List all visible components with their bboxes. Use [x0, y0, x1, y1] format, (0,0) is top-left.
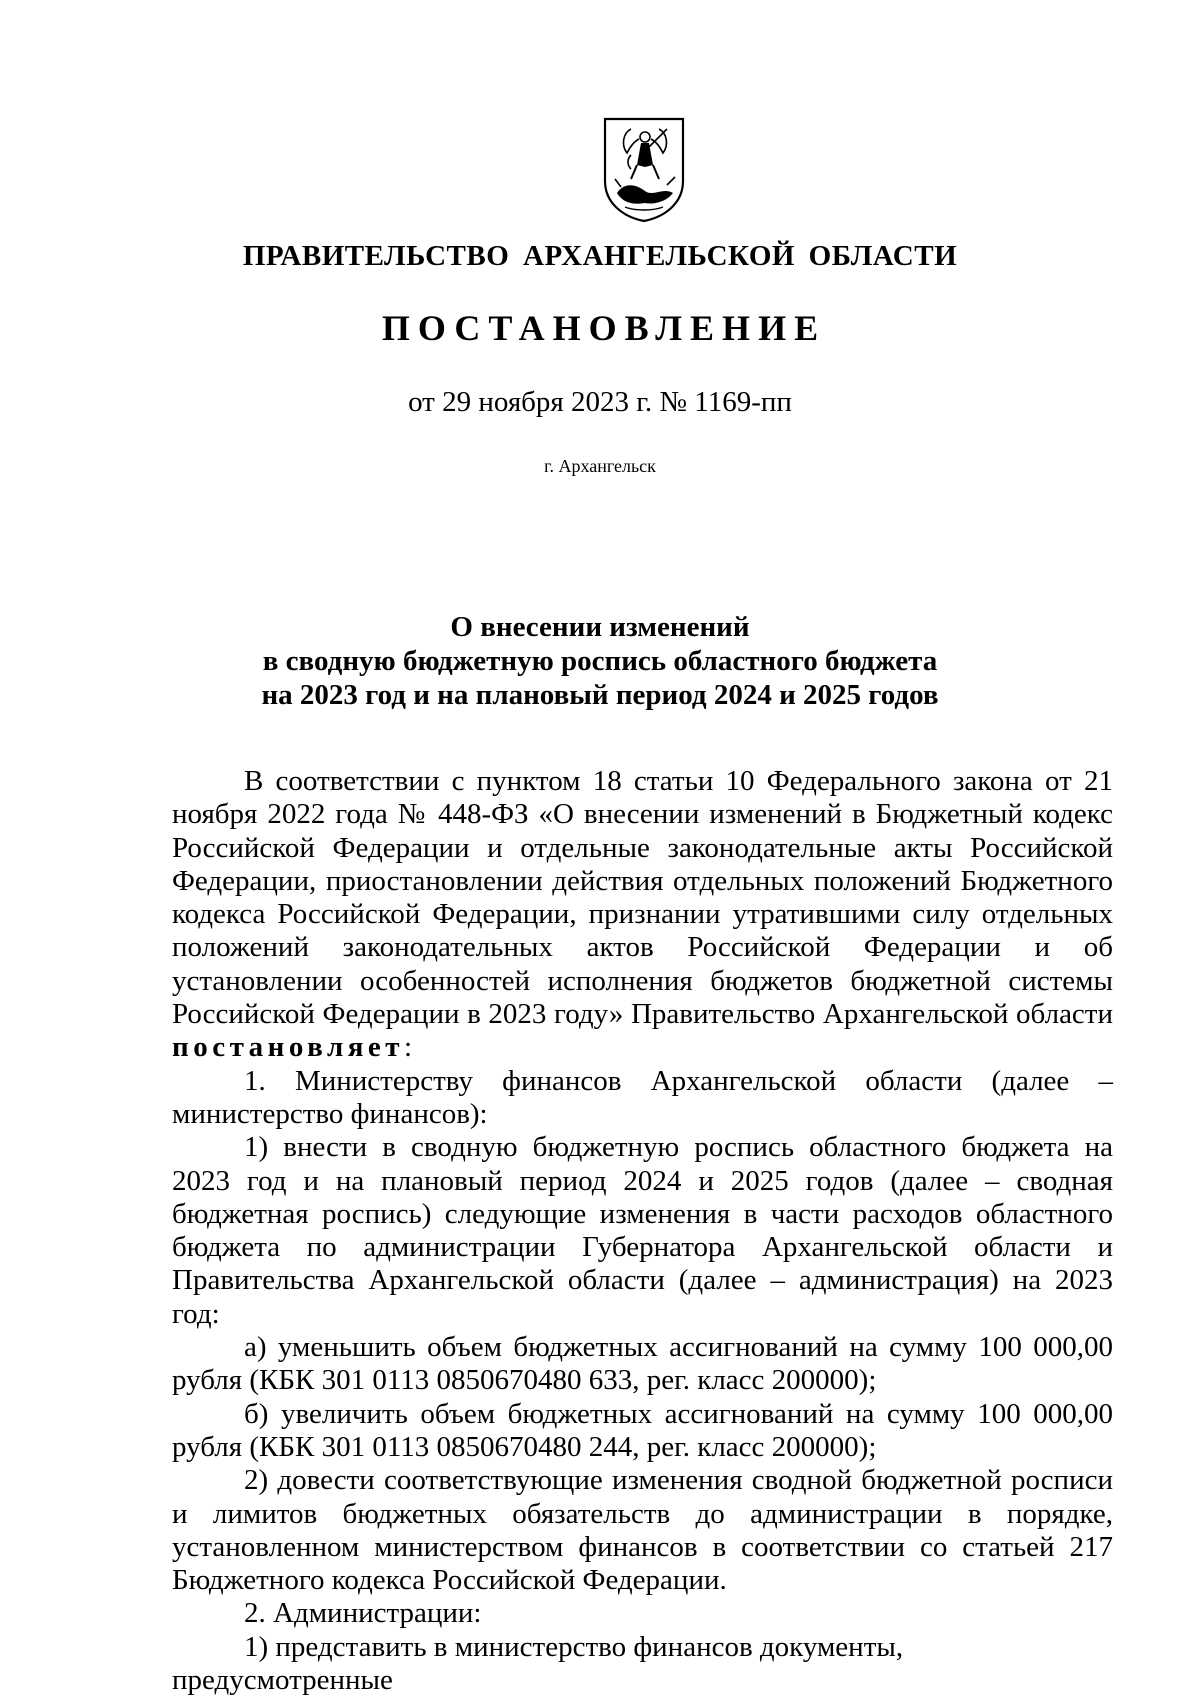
preamble-text: В соответствии с пунктом 18 статьи 10 Федерального закона от 21 ноября 2022 года № 448-ФЗ «О внесении изменений в Бюджетный кодекс Российской Федерации и отдельные законодательные акты Российской Федерации, приостановлении действия отдельных положений Бюджетного кодекса Российской Федерации, признании утратившими силу отдельных положений законодательных актов Российской Федерации и об установлении особенностей исполнения бюджетов бюджетной системы Российской Федерации в 2023 году» Правительство Архангельской области — [172, 765, 1113, 1031]
organization-title: ПРАВИТЕЛЬСТВО АРХАНГЕЛЬСКОЙ ОБЛАСТИ — [242, 240, 958, 272]
document-date-number: от 29 ноября 2023 г. № 1169-пп — [408, 386, 792, 418]
paragraph-1: 1. Министерству финансов Архангельской области (далее – министерство финансов): — [172, 1064, 1113, 1130]
paragraph-2-1: 1) представить в министерство финансов документы, предусмотренные — [172, 1630, 904, 1697]
document-body — [172, 765, 1113, 1697]
subject-line: на 2023 год и на плановый период 2024 и 2025 годов — [261, 679, 939, 711]
paragraph-1-1: 1) внести в сводную бюджетную роспись областного бюджета на 2023 год и на плановый период 2024 и 2025 годов (далее – сводная бюджетная роспись) следующие изменения в части расходов областного бюджета по администрации Губернатора Архангельской области и Правительства Архангельской области (далее – администрация) на 2023 год: — [172, 1131, 1113, 1330]
paragraph-1-1-a: а) уменьшить объем бюджетных ассигнований на сумму 100 000,00 рубля (КБК 301 0113 0850670480 633, рег. класс 200000); — [172, 1331, 1113, 1397]
preamble-paragraph — [172, 765, 1113, 1065]
paragraph-1-2: 2) довести соответствующие изменения сводной бюджетной росписи и лимитов бюджетных обязательств до администрации в порядке, установленном министерством финансов в соответствии со статьей 217 Бюджетного кодекса Российской Федерации. — [172, 1464, 1113, 1597]
document-type-heading: ПОСТАНОВЛЕНИЕ — [381, 308, 827, 348]
document-subject — [0, 610, 1200, 712]
subject-line: О внесении изменений — [450, 611, 750, 643]
decree-colon: : — [404, 1031, 413, 1064]
subject-line: в сводную бюджетную роспись областного бюджета — [262, 645, 938, 677]
archangel-coat-of-arms-icon — [601, 115, 687, 225]
paragraph-2: 2. Администрации: — [244, 1597, 482, 1630]
paragraph-1-1-b: б) увеличить объем бюджетных ассигнований на сумму 100 000,00 рубля (КБК 301 0113 0850670480 244, рег. класс 200000); — [172, 1397, 1113, 1463]
decree-word: постановляет — [172, 1031, 405, 1064]
document-city: г. Архангельск — [544, 456, 656, 476]
